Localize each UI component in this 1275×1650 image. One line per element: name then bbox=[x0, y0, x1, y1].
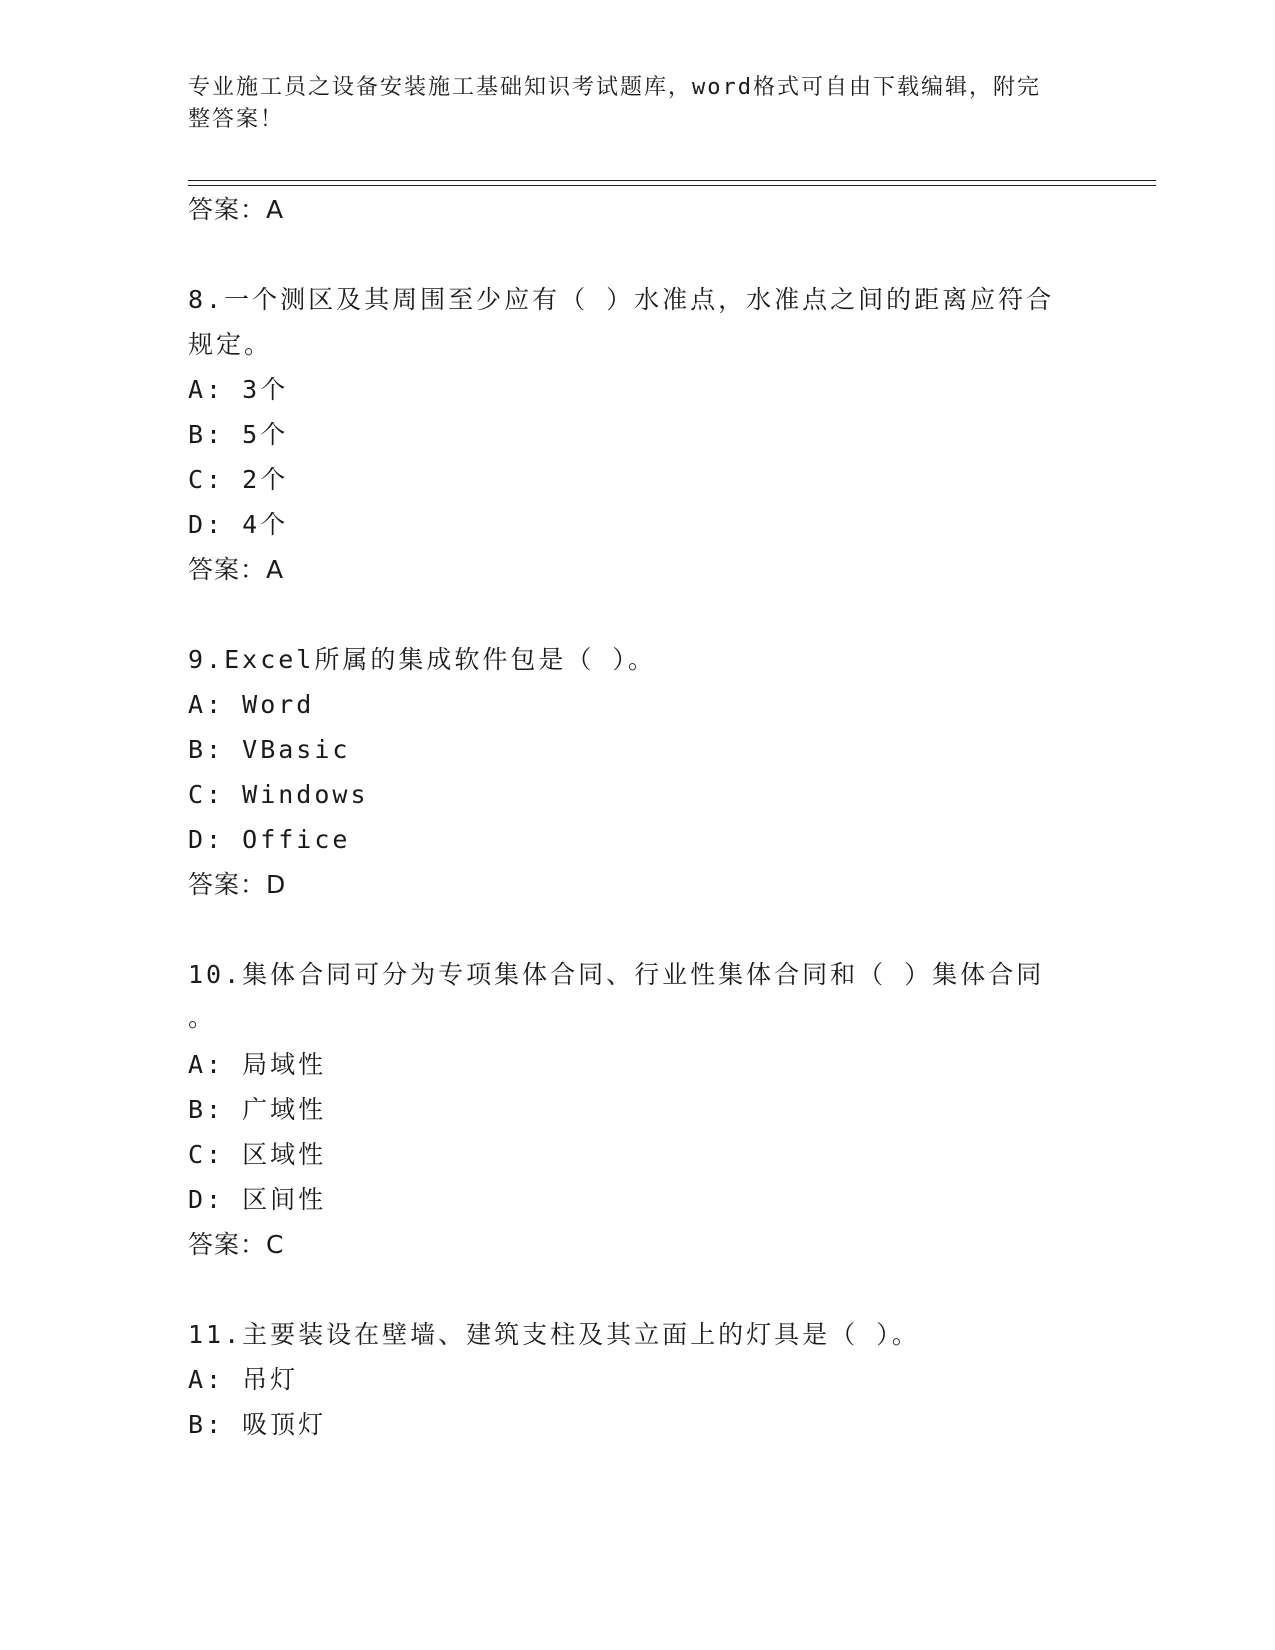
question-10-text-line-1: 10.集体合同可分为专项集体合同、行业性集体合同和（ ）集体合同 bbox=[188, 960, 1045, 989]
question-9-answer: 答案：D bbox=[188, 870, 287, 899]
question-10-option-d: D: 区间性 bbox=[188, 1185, 327, 1214]
header-divider-top bbox=[188, 180, 1156, 181]
previous-answer: 答案：A bbox=[188, 195, 285, 224]
header-line-1: 专业施工员之设备安装施工基础知识考试题库，word格式可自由下载编辑，附完 bbox=[188, 75, 1041, 100]
question-11-option-b: B: 吸顶灯 bbox=[188, 1410, 327, 1439]
question-9-option-d: D: Office bbox=[188, 825, 351, 854]
question-8-option-b: B: 5个 bbox=[188, 420, 289, 449]
question-8-option-d: D: 4个 bbox=[188, 510, 289, 539]
question-9-text: 9.Excel所属的集成软件包是（ ）。 bbox=[188, 645, 656, 674]
question-8-text-line-1: 8.一个测区及其周围至少应有（ ）水准点，水准点之间的距离应符合 bbox=[188, 285, 1055, 314]
question-10-option-b: B: 广域性 bbox=[188, 1095, 327, 1124]
question-10-answer: 答案：C bbox=[188, 1230, 285, 1259]
question-10-option-a: A: 局域性 bbox=[188, 1050, 327, 1079]
question-8-text-line-2: 规定。 bbox=[188, 330, 273, 359]
question-9-option-a: A: Word bbox=[188, 690, 315, 719]
question-9-option-c: C: Windows bbox=[188, 780, 369, 809]
question-8-option-c: C: 2个 bbox=[188, 465, 289, 494]
question-10-text-line-2: 。 bbox=[188, 1003, 217, 1032]
document-header bbox=[188, 72, 1068, 136]
question-8-option-a: A: 3个 bbox=[188, 375, 289, 404]
header-line-2: 整答案！ bbox=[188, 107, 285, 132]
question-8-answer: 答案：A bbox=[188, 555, 285, 584]
question-11-text: 11.主要装设在壁墙、建筑支柱及其立面上的灯具是（ ）。 bbox=[188, 1320, 920, 1349]
header-divider-bottom bbox=[188, 185, 1156, 186]
question-9-option-b: B: VBasic bbox=[188, 735, 351, 764]
question-10-option-c: C: 区域性 bbox=[188, 1140, 327, 1169]
question-11-option-a: A: 吊灯 bbox=[188, 1365, 299, 1394]
